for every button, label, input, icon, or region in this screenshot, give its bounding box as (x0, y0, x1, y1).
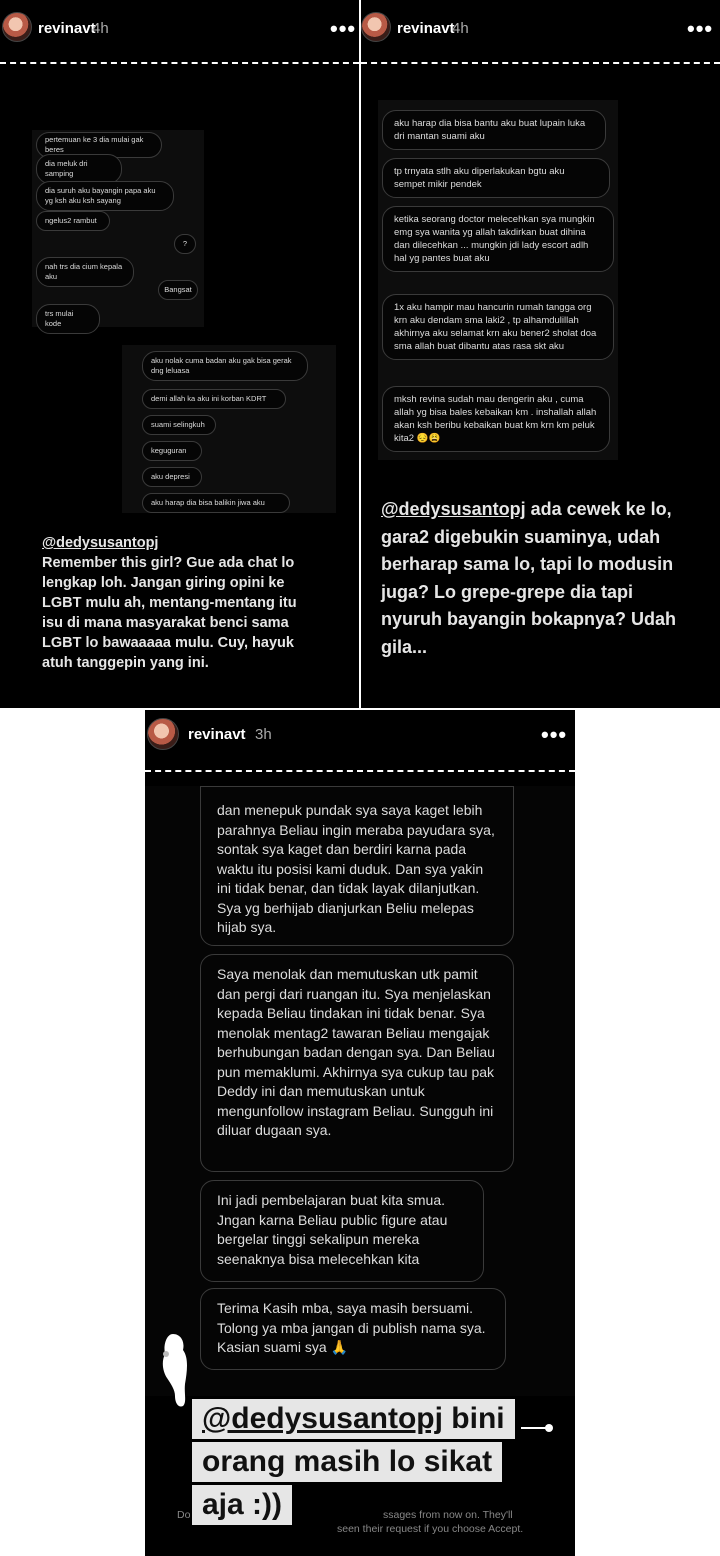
caption-line: LGBT mulu ah, mentang-mentang itu (42, 595, 297, 611)
story-panel-1 (0, 0, 359, 708)
chat-bubble: ketika seorang doctor melecehkan sya mungkin emg sya wanita yg allah takdirkan buat dihina dan dilecehkan ... mungkin jdi lady escort adlh hal yg pantes buat aku (382, 206, 614, 272)
chat-bubble: pertemuan ke 3 dia mulai gak beres (36, 132, 162, 158)
sticker-text: bini (442, 1402, 505, 1435)
chat-bubble: keguguran (142, 441, 202, 461)
story-header (145, 710, 575, 770)
post-time: 4h (92, 20, 109, 37)
hijab-figure-icon (157, 1332, 191, 1408)
caption-sticker (192, 1485, 292, 1525)
story-progress-bar (0, 62, 359, 64)
chat-bubble: aku depresi (142, 467, 202, 487)
caption-sticker (192, 1442, 502, 1482)
dm-footer-text: seen their request if you choose Accept. (337, 1523, 524, 1535)
caption-line: isu di mana masyarakat benci sama (42, 615, 289, 631)
caption-sticker (192, 1399, 515, 1439)
avatar[interactable] (147, 718, 179, 750)
caption-line: atuh tanggepin yang ini. (42, 655, 209, 671)
caption-line: juga? Lo grepe-grepe dia tapi (381, 581, 634, 602)
sticker-mention[interactable]: @dedysusantopj (202, 1402, 443, 1435)
caption-line: LGBT lo bawaaaaa mulu. Cuy, hayuk (42, 635, 294, 651)
more-options-icon[interactable]: ••• (687, 16, 714, 41)
username[interactable]: revinavt (397, 20, 455, 37)
caption-line: Remember this girl? Gue ada chat lo (42, 555, 295, 571)
avatar[interactable] (361, 12, 391, 42)
chat-screenshot (378, 100, 618, 460)
chat-screenshot-1 (32, 130, 204, 327)
sticker-handle-line (521, 1427, 547, 1429)
chat-bubble: Terima Kasih mba, saya masih bersuami. Tolong ya mba jangan di publish nama sya. Kasian suami sya 🙏 (200, 1288, 506, 1370)
caption-line: gila... (381, 636, 428, 657)
caption-mention[interactable]: @dedysusantopj (42, 535, 159, 551)
chat-bubble: demi allah ka aku ini korban KDRT (142, 389, 286, 409)
chat-screenshot (145, 786, 575, 1396)
dm-footer-text: ssages from now on. They'll (383, 1509, 513, 1521)
chat-bubble: Bangsat (158, 280, 198, 300)
chat-bubble: aku harap dia bisa balikin jiwa aku (142, 493, 290, 513)
caption-line: lengkap loh. Jangan giring opini ke (42, 575, 285, 591)
story-header (361, 0, 720, 56)
chat-screenshot-2 (122, 345, 336, 513)
story-caption (381, 496, 717, 661)
chat-bubble: Ini jadi pembelajaran buat kita smua. Jngan karna Beliau public figure atau bergelar tinggi sekalipun mereka seenaknya bisa melecehkan kita (200, 1180, 484, 1282)
story-caption (42, 533, 352, 673)
chat-bubble: ngelus2 rambut (36, 211, 110, 231)
story-progress-bar (361, 62, 720, 64)
chat-bubble: Saya menolak dan memutuskan utk pamit dan pergi dari ruangan itu. Sya menjelaskan kepada Beliau tindakan ini tidak benar. Sya menolak mentag2 tawaran Beliau mengajak berhubungan badan dengan sya. Dan Beliau pun memaklumi. Akhirnya sya cukup tau pak Deddy ini dan memutuskan untuk mengunfollow instagram Beliau. Sungguh ini diluar dugaan sya. (200, 954, 514, 1172)
chat-bubble: nah trs dia cium kepala aku (36, 257, 134, 287)
story-progress-bar (145, 770, 575, 772)
caption-line: nyuruh bayangin bokapnya? Udah (381, 609, 677, 629)
username[interactable]: revinavt (38, 20, 96, 37)
chat-bubble: aku harap dia bisa bantu aku buat lupain luka dri mantan suami aku (382, 110, 606, 150)
story-header (0, 0, 359, 56)
more-options-icon[interactable]: ••• (541, 722, 568, 747)
chat-bubble: suami selingkuh (142, 415, 216, 435)
caption-line: berharap sama lo, tapi lo modusin (381, 554, 674, 574)
chat-bubble: dan menepuk pundak sya saya kaget lebih parahnya Beliau ingin meraba payudara sya, sontak sya kaget dan berdiri karna pada waktu itu posisi kami duduk. Dan sya yakin ini tidak benar, dan tidak layak dilanjutkan. Sya yg berhijab dianjurkan Beliu melepas hijab sya. (200, 786, 514, 946)
chat-bubble: ? (174, 234, 196, 254)
more-options-icon[interactable]: ••• (330, 16, 357, 41)
post-time: 3h (255, 726, 272, 743)
chat-bubble: trs mulai kode (36, 304, 100, 334)
dm-footer-text-left: Do (177, 1509, 191, 1521)
chat-bubble: aku nolak cuma badan aku gak bisa gerak dng leluasa (142, 351, 308, 381)
post-time: 4h (452, 20, 469, 37)
sticker-text: aja :)) (202, 1488, 283, 1521)
sticker-text: orang masih lo sikat (202, 1445, 493, 1478)
chat-bubble: 1x aku hampir mau hancurin rumah tangga org krn aku dendam sma laki2 , tp alhamdulillah akhirnya aku selamat krn aku bener2 sholat doa sma allah buat dibantu atas rasa skt aku (382, 294, 614, 360)
avatar[interactable] (2, 12, 32, 42)
username[interactable]: revinavt (188, 726, 246, 743)
caption-line: gara2 digebukin suaminya, udah (381, 526, 661, 547)
chat-bubble: tp trnyata stlh aku diperlakukan bgtu aku sempet mikir pendek (382, 158, 610, 198)
chat-bubble: mksh revina sudah mau dengerin aku , cuma allah yg bisa bales kebaikan km . inshallah allah akan ksh beribu kebaikan buat km krn km peluk kita2 😔😩 (382, 386, 610, 452)
story-panel-3 (145, 710, 575, 1556)
caption-mention[interactable]: @dedysusantopj (381, 499, 526, 519)
chat-bubble: dia meluk dri samping (36, 154, 122, 184)
caption-line: ada cewek ke lo, (525, 499, 672, 519)
chat-bubble: dia suruh aku bayangin papa aku yg ksh aku ksh sayang (36, 181, 174, 211)
story-panel-2 (361, 0, 720, 708)
